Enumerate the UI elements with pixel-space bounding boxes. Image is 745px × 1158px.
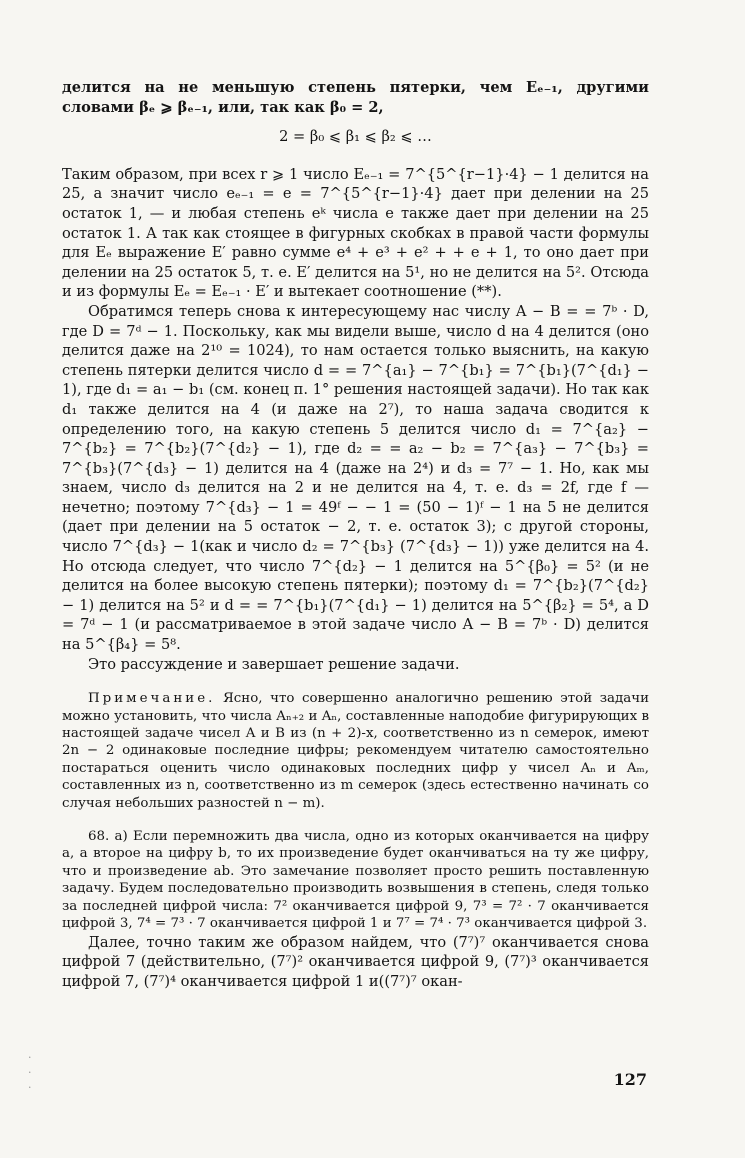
note-label: Примечание. xyxy=(88,691,216,707)
paragraph-divisibility: Обратимся теперь снова к интересующему нас числу A − B = = 7ᵇ · D, где D = 7ᵈ − 1. Поскольку, как мы видели выше, число d на 4 делится (оно делится даже на 2¹⁰ = 1024), то нам остается только выяснить, на какую степень пятерки делится число d = = 7^{a₁} − 7^{b₁} = 7^{b₁}(7^{d₁} − 1), где d₁ = a₁ − b₁ (см. конец п. 1° решения настоящей задачи). Но так как d₁ также делится на 4 (и даже на 2⁷), то наша задача сводится к определению того, на какую степень 5 делится число d₁ = 7^{a₂} − 7^{b₂} = 7^{b₂}(7^{d₂} − 1), где d₂ = = a₂ − b₂ = 7^{a₃} − 7^{b₃} = 7^{b₃}(7^{d₃} − 1) делится на 4 (даже на 2⁴) и d₃ = 7⁷ − 1. Но, как мы знаем, число d₃ делится на 2 и не делится на 4, т. е. d₃ = 2f, где f — нечетно; поэтому 7^{d₃} − 1 = 49ᶠ − − 1 = (50 − 1)ᶠ − 1 на 5 не делится (дает при делении на 5 остаток − 2, т. е. остаток 3); с другой стороны, число 7^{d₃} − 1(как и число d₂ = 7^{b₃} (7^{d₃} − 1)) уже делится на 4. Но отсюда следует, что число 7^{d₂} − 1 делится на 5^{β₀} = 5² (и не делится на более высокую степень пятерки); поэтому d₁ = 7^{b₂}(7^{d₂} − 1) делится на 5² и d = = 7^{b₁}(7^{d₁} − 1) делится на 5^{β₂} = 5⁴, а D = 7ᵈ − 1 (и рассматриваемое в этой задаче число A − B = 7ᵇ · D) делится на 5^{β₄} = 5⁸. xyxy=(62,302,649,654)
section-gap xyxy=(62,674,649,690)
problem-68-paragraph: 68. а) Если перемножить два числа, одно из которых оканчивается на цифру a, а второе на цифру b, то их произведение будет оканчиваться на ту же цифру, что и произведение ab. Это замечание позволяет просто решить поставленную задачу. Будем последовательно производить возвышения в степень, следя только за последней цифрой числа: 7² оканчивается цифрой 9, 7³ = 7² · 7 оканчивается цифрой 3, 7⁴ = 7³ · 7 оканчивается цифрой 1 и 7⁷ = 7⁴ · 7³ оканчивается цифрой 3. xyxy=(62,829,649,932)
page-number: 127 xyxy=(613,1070,647,1089)
note-paragraph xyxy=(62,690,649,812)
section-gap-2 xyxy=(62,812,649,828)
opening-text: делится на не меньшую степень пятерки, чем Eₑ₋₁, другими словами βₑ ⩾ βₑ₋₁, или, так как β₀ = 2, xyxy=(62,79,649,116)
beta-inequality-chain: 2 = β₀ ⩽ β₁ ⩽ β₂ ⩽ … xyxy=(279,128,432,146)
paragraph-conclusion: Таким образом, при всех r ⩾ 1 число Eₑ₋₁ = 7^{5^{r−1}·4} − 1 делится на 25, а значит число eₑ₋₁ = e = 7^{5^{r−1}·4} дает при делении на 25 остаток 1, — и любая степень eᵏ числа e также дает при делении на 25 остаток 1. А так как стоящее в фигурных скобках в правой части формулы для Eₑ выражение E′ равно сумме e⁴ + e³ + e² + + e + 1, то оно дает при делении на 25 остаток 5, т. е. E′ делится на 5¹, но не делится на 5². Отсюда и из формулы Eₑ = Eₑ₋₁ · E′ и вытекает соотношение (**). xyxy=(62,165,649,301)
margin-scan-marks: · · · xyxy=(28,1051,32,1094)
paragraph-continuation: Далее, точно таким же образом найдем, что (7⁷)⁷ оканчивается снова цифрой 7 (действительно, (7⁷)² оканчивается цифрой 9, (7⁷)³ оканчивается цифрой 7, (7⁷)⁴ оканчивается цифрой 1 и((7⁷)⁷ окан- xyxy=(62,933,649,990)
paragraph-closing: Это рассуждение и завершает решение задачи. xyxy=(88,655,460,673)
note-text: Ясно, что совершенно аналогично решению этой задачи можно установить, что числа Aₙ₊₂ и Aₙ, составленные наподобие фигурирующих в настоящей задаче чисел A и B из (n + 2)-х, соответственно из n семерок, имеют 2n − 2 одинаковые последние цифры; рекомендуем читателю самостоятельно постараться оценить число одинаковых последних цифр у чисел Aₙ и Aₘ, составленных из n, соответственно из m семерок (здесь естественно начинать со случая небольших разностей n − m). xyxy=(62,691,649,811)
